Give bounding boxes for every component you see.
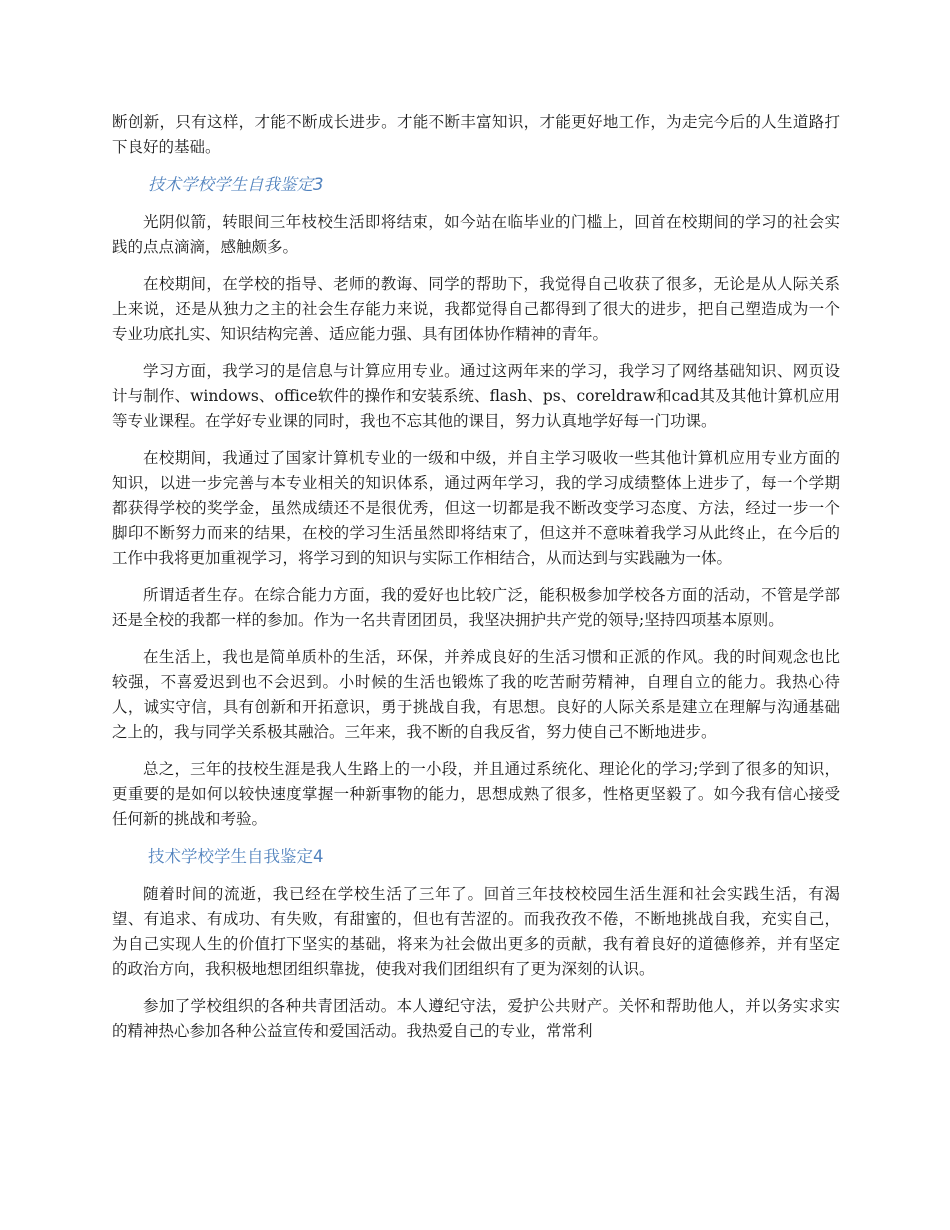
paragraph: 总之，三年的技校生涯是我人生路上的一小段，并且通过系统化、理论化的学习;学到了很多的知识，更重要的是如何以较快速度掌握一种新事物的能力，思想成熟了很多，性格更坚毅了。如今我有信心接受任何新的挑战和考验。 <box>112 760 840 828</box>
section-heading-3: 技术学校学生自我鉴定3 <box>148 175 324 194</box>
paragraph: 学习方面，我学习的是信息与计算应用专业。通过这两年来的学习，我学习了网络基础知识、网页设计与制作、windows、office软件的操作和安装系统、flash、ps、coreldraw和cad其及其他计算机应用等专业课程。在学好专业课的同时，我也不忘其他的课目，努力认真地学好每一门功课。 <box>112 362 840 430</box>
paragraph: 在生活上，我也是简单质朴的生活，环保，并养成良好的生活习惯和正派的作风。我的时间观念也比较强，不喜爱迟到也不会迟到。小时候的生活也锻炼了我的吃苦耐劳精神，自理自立的能力。我热心待人，诚实守信，具有创新和开拓意识，勇于挑战自我，有思想。良好的人际关系是建立在理解与沟通基础之上的，我与同学关系极其融洽。三年来，我不断的自我反省，努力使自己不断地进步。 <box>112 648 840 741</box>
paragraph: 在校期间，在学校的指导、老师的教诲、同学的帮助下，我觉得自己收获了很多，无论是从人际关系上来说，还是从独力之主的社会生存能力来说，我都觉得自己都得到了很大的进步，把自己塑造成为一个专业功底扎实、知识结构完善、适应能力强、具有团体协作精神的青年。 <box>112 275 840 343</box>
paragraph-continuation: 断创新，只有这样，才能不断成长进步。才能不断丰富知识，才能更好地工作，为走完今后的人生道路打下良好的基础。 <box>112 113 840 156</box>
paragraph: 光阴似箭，转眼间三年枝校生活即将结束，如今站在临毕业的门槛上，回首在校期间的学习的社会实践的点点滴滴，感触颇多。 <box>112 213 840 256</box>
section-heading-4: 技术学校学生自我鉴定4 <box>148 847 324 866</box>
paragraph: 在校期间，我通过了国家计算机专业的一级和中级，并自主学习吸收一些其他计算机应用专业方面的知识，以进一步完善与本专业相关的知识体系，通过两年学习，我的学习成绩整体上进步了，每一个学期都获得学校的奖学金，虽然成绩还不是很优秀，但这一切都是我不断改变学习态度、方法，经过一步一个脚印不断努力而来的结果，在校的学习生活虽然即将结束了，但这并不意味着我学习从此终止，在今后的工作中我将更加重视学习，将学习到的知识与实际工作相结合，从而达到与实践融为一体。 <box>112 449 840 567</box>
document-page <box>112 110 840 1056</box>
paragraph: 所谓适者生存。在综合能力方面，我的爱好也比较广泛，能积极参加学校各方面的活动，不管是学部还是全校的我都一样的参加。作为一名共青团团员，我坚决拥护共产党的领导;坚持四项基本原则。 <box>112 586 840 629</box>
paragraph: 随着时间的流逝，我已经在学校生活了三年了。回首三年技校校园生活生涯和社会实践生活，有渴望、有追求、有成功、有失败，有甜蜜的，但也有苦涩的。而我孜孜不倦，不断地挑战自我，充实自己，为自己实现人生的价值打下坚实的基础，将来为社会做出更多的贡献，我有着良好的道德修养，并有坚定的政治方向，我积极地想团组织靠拢，使我对我们团组织有了更为深刻的认识。 <box>112 885 840 978</box>
paragraph-truncated: 参加了学校组织的各种共青团活动。本人遵纪守法，爱护公共财产。关怀和帮助他人，并以务实求实的精神热心参加各种公益宣传和爱国活动。我热爱自己的专业，常常利 <box>112 997 840 1040</box>
